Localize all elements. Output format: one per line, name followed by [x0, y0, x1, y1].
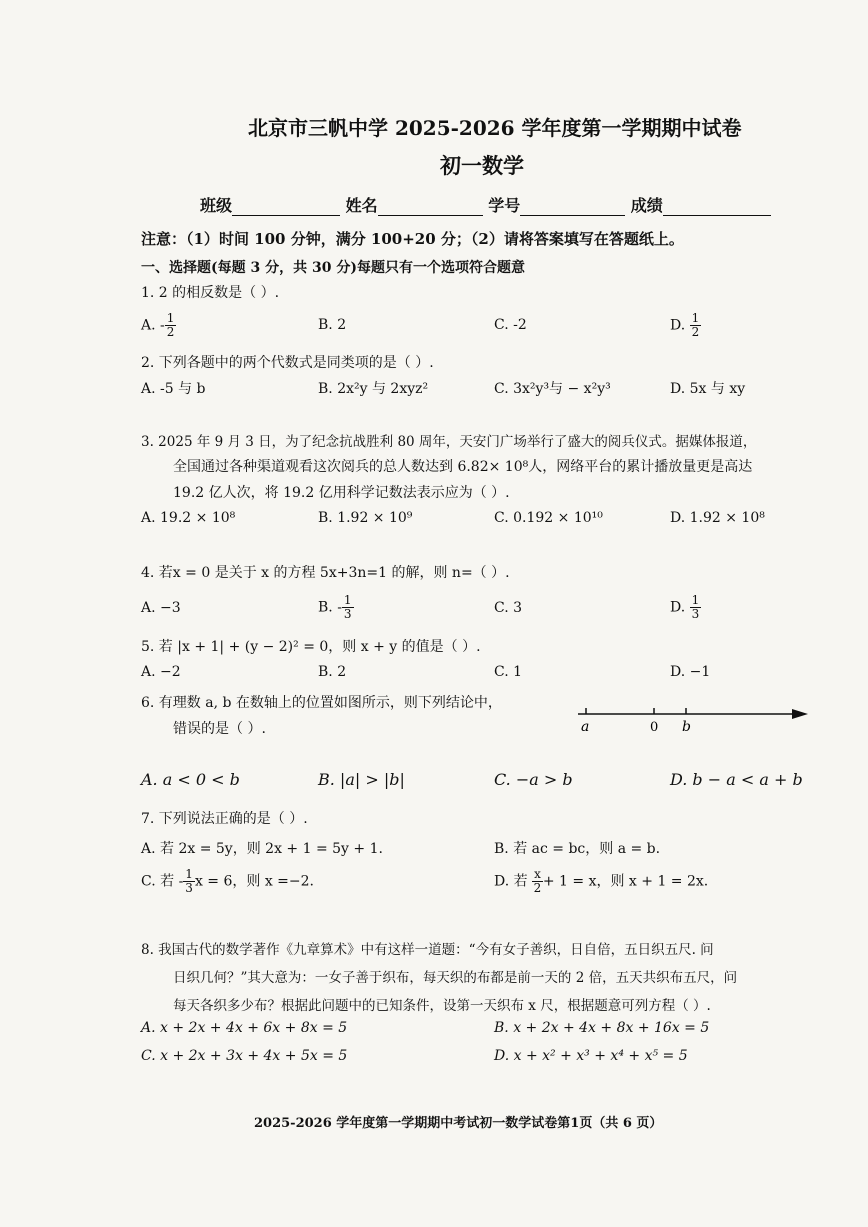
q1-option-b: B. 2	[318, 317, 347, 333]
q6-option-a: A. a < 0 < b	[141, 770, 240, 789]
q4-option-c: C. 3	[494, 600, 523, 616]
q3-option-a: A. 19.2 × 10⁸	[141, 510, 236, 526]
exam-subtitle: 初一数学	[440, 153, 524, 178]
exam-title: 北京市三帆中学 2025-2026 学年度第一学期期中试卷	[248, 116, 742, 140]
q2-option-b: B. 2x²y 与 2xyz²	[318, 381, 429, 397]
notice: 注意：（1）时间 100 分钟，满分 100+20 分；（2）请将答案填写在答题纸上。	[141, 230, 684, 248]
id-blank[interactable]	[520, 199, 625, 216]
label-b: b	[682, 719, 691, 735]
q4-option-d: D. $\frac{1}{3}$	[670, 593, 700, 621]
q6-option-d: D. b − a < a + b	[670, 770, 803, 789]
score-blank[interactable]	[663, 199, 771, 216]
q8-option-c: C. x + 2x + 3x + 4x + 5x = 5	[141, 1048, 348, 1064]
q4-stem: 4. 若x = 0 是关于 x 的方程 5x+3n=1 的解，则 n=（ ）.	[141, 565, 510, 581]
name-blank[interactable]	[378, 199, 483, 216]
class-blank[interactable]	[232, 199, 340, 216]
label-zero: 0	[650, 720, 659, 735]
fraction: $\frac{1}{2}$	[691, 311, 700, 339]
q3-line2: 全国通过各种渠道观看这次阅兵的总人数达到 6.82× 10⁸人，网络平台的累计播放量更是高达	[173, 459, 753, 475]
q1-option-a: A. - $\frac{1}{2}$	[141, 311, 175, 339]
arrow-right-icon	[792, 709, 808, 719]
fraction: $\frac{1}{3}$	[343, 593, 352, 621]
q7-option-d: D. 若 $\frac{x}{2}$ + 1 = x，则 x + 1 = 2x.	[494, 867, 709, 895]
q7-stem: 7. 下列说法正确的是（ ）.	[141, 811, 308, 827]
q8-line3: 每天各织多少布？根据此问题中的已知条件，设第一天织布 x 尺，根据题意可列方程（ ）.	[173, 998, 711, 1014]
q4-option-b: B. - $\frac{1}{3}$	[318, 593, 352, 621]
q2-option-a: A. -5 与 b	[141, 381, 206, 397]
q8-option-d: D. x + x² + x³ + x⁴ + x⁵ = 5	[494, 1048, 688, 1064]
q1-stem: 1. 2 的相反数是（ ）.	[141, 285, 280, 301]
q4-option-a: A. −3	[141, 600, 181, 616]
fraction: $\frac{1}{3}$	[185, 867, 193, 895]
info-row	[200, 193, 771, 216]
q5-option-d: D. −1	[670, 664, 711, 680]
q8-option-b: B. x + 2x + 4x + 8x + 16x = 5	[494, 1020, 710, 1036]
q1-option-c: C. -2	[494, 317, 527, 333]
q5-option-c: C. 1	[494, 664, 523, 680]
q2-option-c: C. 3x²y³与 − x²y³	[494, 381, 611, 397]
section-heading: 一、选择题(每题 3 分，共 30 分)每题只有一个选项符合题意	[141, 260, 525, 276]
q6-line1: 6. 有理数 a, b 在数轴上的位置如图所示，则下列结论中，	[141, 695, 502, 711]
id-label: 学号	[488, 196, 521, 215]
score-label: 成绩	[630, 196, 663, 215]
q7-option-c: C. 若 - $\frac{1}{3}$ x = 6，则 x =−2.	[141, 867, 314, 895]
q3-option-d: D. 1.92 × 10⁸	[670, 510, 765, 526]
q6-option-c: C. −a > b	[494, 770, 573, 789]
q7-option-b: B. 若 ac = bc，则 a = b.	[494, 841, 661, 857]
q6-option-b: B. |a| > |b|	[318, 770, 405, 789]
fraction: $\frac{1}{2}$	[166, 311, 175, 339]
fraction: $\frac{x}{2}$	[533, 867, 542, 895]
q6-line2: 错误的是（ ）.	[173, 721, 266, 737]
q3-option-b: B. 1.92 × 10⁹	[318, 510, 413, 526]
q3-option-c: C. 0.192 × 10¹⁰	[494, 510, 603, 526]
q8-line1: 8. 我国古代的数学著作《九章算术》中有这样一道题：“今有女子善织，日自倍，五日织五尺. 问	[141, 942, 714, 958]
class-label: 班级	[200, 196, 233, 215]
number-line-figure	[578, 702, 808, 742]
page-footer: 2025-2026 学年度第一学期期中考试初一数学试卷第1页（共 6 页）	[254, 1116, 663, 1131]
q8-line2: 日织几何？”其大意为：一女子善于织布，每天织的布都是前一天的 2 倍，五天共织布五尺，问	[173, 970, 738, 986]
q5-option-a: A. −2	[141, 664, 181, 680]
q3-line1: 3. 2025 年 9 月 3 日，为了纪念抗战胜利 80 周年，天安门广场举行了盛大的阅兵仪式。据媒体报道，	[141, 434, 757, 450]
q1-option-d: D. $\frac{1}{2}$	[670, 311, 700, 339]
q3-line3: 19.2 亿人次，将 19.2 亿用科学记数法表示应为（ ）.	[173, 485, 510, 501]
q5-stem: 5. 若 |x + 1| + (y − 2)² = 0，则 x + y 的值是（ ）.	[141, 639, 481, 655]
name-label: 姓名	[345, 196, 378, 215]
q2-stem: 2. 下列各题中的两个代数式是同类项的是（ ）.	[141, 355, 434, 371]
q7-option-a: A. 若 2x = 5y，则 2x + 1 = 5y + 1.	[141, 841, 383, 857]
label-a: a	[581, 719, 590, 735]
q2-option-d: D. 5x 与 xy	[670, 381, 746, 397]
fraction: $\frac{1}{3}$	[691, 593, 700, 621]
q5-option-b: B. 2	[318, 664, 347, 680]
q8-option-a: A. x + 2x + 4x + 6x + 8x = 5	[141, 1020, 348, 1036]
